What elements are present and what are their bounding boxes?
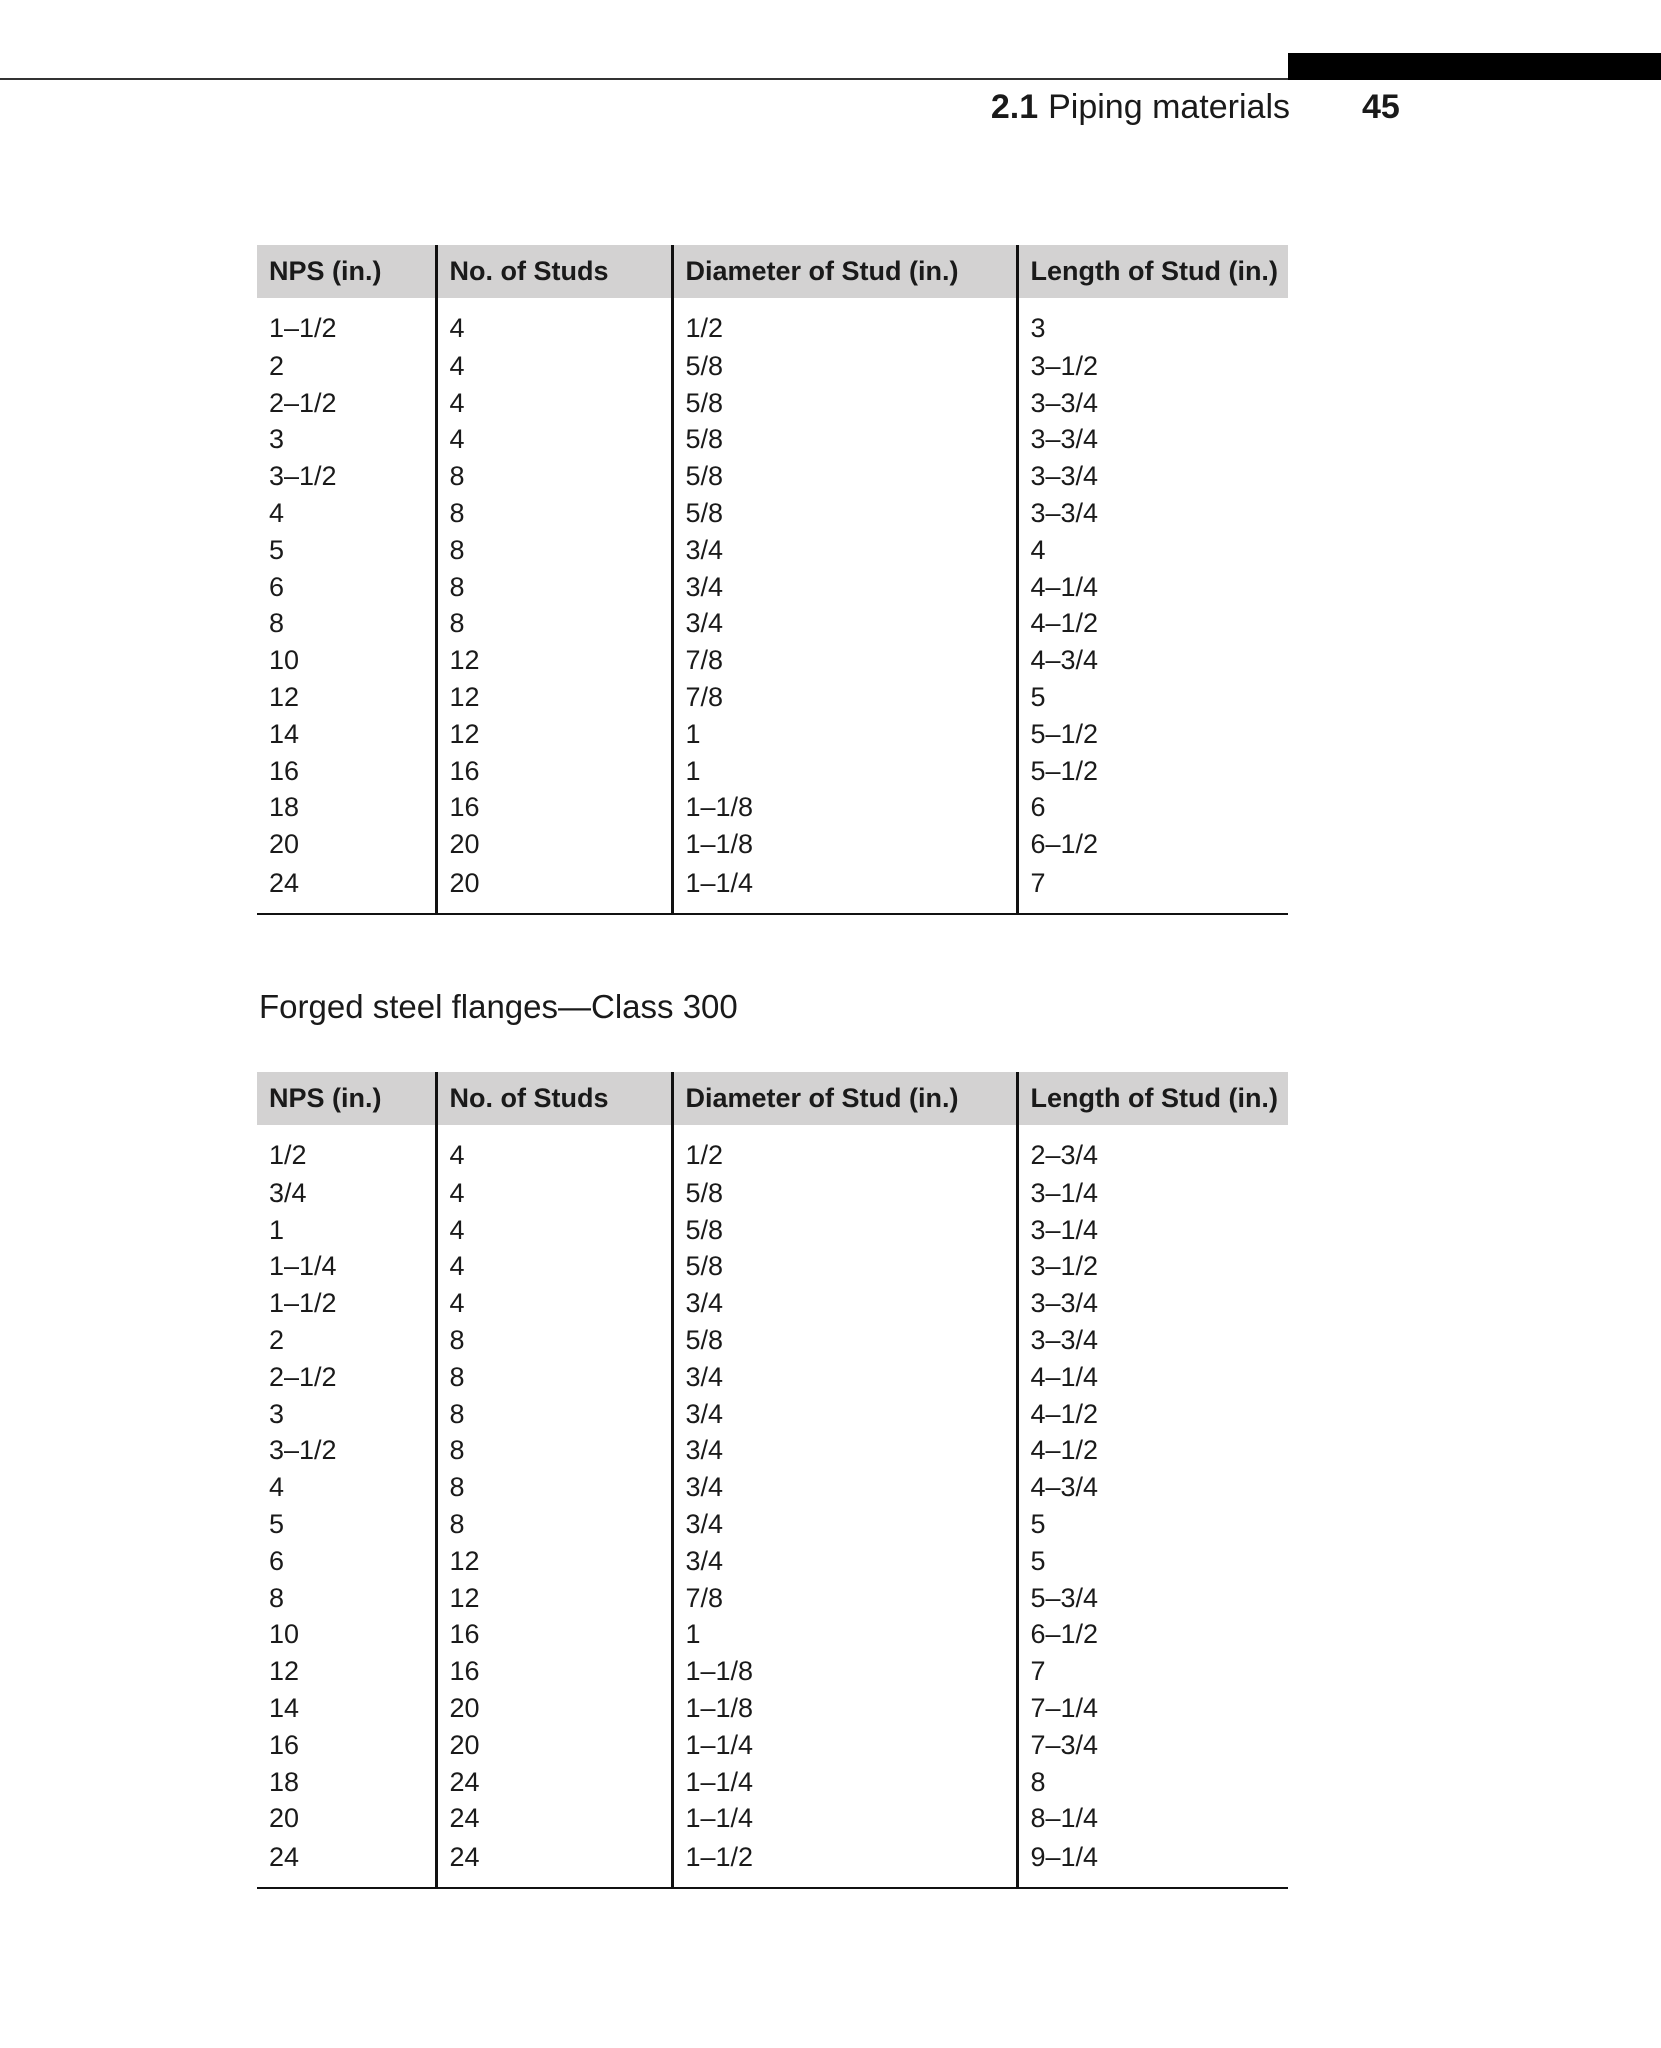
table-row	[257, 1125, 1288, 1175]
cell-diameter: 7/8	[672, 679, 1017, 716]
cell-nps: 2–1/2	[269, 1361, 337, 1392]
cell-diameter: 3/4	[672, 1359, 1017, 1396]
table-row	[257, 1727, 1288, 1764]
cell-diameter: 1–1/4	[672, 1764, 1017, 1801]
cell-nps: 2	[269, 1325, 285, 1356]
cell-diameter: 1/2	[672, 298, 1017, 348]
table-row	[257, 1580, 1288, 1617]
cell-diameter: 3/4	[672, 1433, 1017, 1470]
cell-studs: 8	[436, 1322, 672, 1359]
column-header-nps: NPS (in.)	[257, 245, 436, 298]
cell-diameter: 1–1/8	[672, 1653, 1017, 1690]
cell-diameter: 5/8	[672, 422, 1017, 459]
cell-studs: 4	[436, 1175, 672, 1212]
table-row	[257, 679, 1288, 716]
table-row	[257, 790, 1288, 827]
cell-studs: 4	[436, 1125, 672, 1175]
cell-nps: 18	[269, 792, 300, 823]
cell-studs: 20	[436, 1727, 672, 1764]
cell-length: 5	[1017, 1506, 1288, 1543]
table-row	[257, 1801, 1288, 1838]
cell-diameter: 1–1/8	[672, 826, 1017, 863]
cell-diameter: 3/4	[672, 569, 1017, 606]
cell-diameter: 5/8	[672, 495, 1017, 532]
cell-studs: 4	[436, 1212, 672, 1249]
cell-nps: 2	[269, 350, 285, 381]
cell-diameter: 5/8	[672, 1322, 1017, 1359]
cell-length: 4–1/2	[1017, 606, 1288, 643]
cell-nps: 5	[269, 534, 285, 565]
table-row	[257, 1617, 1288, 1654]
cell-length: 6	[1017, 790, 1288, 827]
cell-length: 7–1/4	[1017, 1690, 1288, 1727]
cell-length: 8–1/4	[1017, 1801, 1288, 1838]
table-row	[257, 348, 1288, 385]
table-row	[257, 385, 1288, 422]
cell-nps: 1–1/2	[269, 312, 337, 343]
cell-diameter: 1–1/4	[672, 863, 1017, 914]
cell-studs: 4	[436, 385, 672, 422]
cell-length: 3–3/4	[1017, 422, 1288, 459]
cell-diameter: 1–1/4	[672, 1801, 1017, 1838]
cell-studs: 8	[436, 1359, 672, 1396]
cell-nps: 4	[269, 498, 285, 529]
table-row	[257, 826, 1288, 863]
cell-studs: 20	[436, 863, 672, 914]
column-header-diameter: Diameter of Stud (in.)	[672, 245, 1017, 298]
cell-length: 2–3/4	[1017, 1125, 1288, 1175]
cell-studs: 4	[436, 298, 672, 348]
cell-nps: 3–1/2	[269, 461, 337, 492]
cell-diameter: 1–1/8	[672, 1690, 1017, 1727]
cell-studs: 4	[436, 1285, 672, 1322]
cell-length: 7	[1017, 1653, 1288, 1690]
stud-table-class-300	[257, 1072, 1288, 1889]
table-row	[257, 422, 1288, 459]
cell-nps: 20	[269, 1803, 300, 1834]
cell-nps: 1–1/2	[269, 1288, 337, 1319]
stud-table-1	[257, 245, 1288, 915]
cell-length: 3–1/4	[1017, 1212, 1288, 1249]
cell-nps: 14	[269, 718, 300, 749]
column-header-studs: No. of Studs	[436, 245, 672, 298]
cell-studs: 8	[436, 1506, 672, 1543]
section-title: Piping materials	[1048, 88, 1290, 126]
cell-length: 5–3/4	[1017, 1580, 1288, 1617]
cell-studs: 20	[436, 1690, 672, 1727]
table-row	[257, 532, 1288, 569]
cell-nps: 3/4	[269, 1177, 307, 1208]
cell-length: 3–3/4	[1017, 385, 1288, 422]
cell-length: 3–3/4	[1017, 458, 1288, 495]
cell-studs: 24	[436, 1801, 672, 1838]
table-row	[257, 298, 1288, 348]
page-number: 45	[1362, 88, 1400, 126]
cell-nps: 12	[269, 682, 300, 713]
table-row	[257, 1469, 1288, 1506]
cell-studs: 12	[436, 642, 672, 679]
column-header-diameter: Diameter of Stud (in.)	[672, 1072, 1017, 1125]
cell-studs: 4	[436, 348, 672, 385]
cell-nps: 24	[269, 867, 300, 898]
cell-length: 8	[1017, 1764, 1288, 1801]
cell-nps: 4	[269, 1472, 285, 1503]
cell-diameter: 7/8	[672, 642, 1017, 679]
cell-studs: 8	[436, 606, 672, 643]
table-row	[257, 1653, 1288, 1690]
cell-nps: 14	[269, 1693, 300, 1724]
cell-length: 3–3/4	[1017, 1322, 1288, 1359]
cell-length: 6–1/2	[1017, 1617, 1288, 1654]
table-row	[257, 1764, 1288, 1801]
cell-length: 4–1/4	[1017, 569, 1288, 606]
cell-length: 4–3/4	[1017, 1469, 1288, 1506]
cell-studs: 12	[436, 716, 672, 753]
cell-studs: 8	[436, 1396, 672, 1433]
cell-studs: 12	[436, 1580, 672, 1617]
table-row	[257, 1396, 1288, 1433]
cell-length: 4–3/4	[1017, 642, 1288, 679]
cell-studs: 16	[436, 1653, 672, 1690]
cell-diameter: 5/8	[672, 385, 1017, 422]
cell-length: 5–1/2	[1017, 716, 1288, 753]
cell-diameter: 3/4	[672, 1543, 1017, 1580]
cell-length: 5	[1017, 1543, 1288, 1580]
table-row	[257, 1322, 1288, 1359]
cell-diameter: 5/8	[672, 1249, 1017, 1286]
cell-nps: 8	[269, 1582, 285, 1613]
cell-diameter: 3/4	[672, 1469, 1017, 1506]
table-header-row	[257, 245, 1288, 298]
cell-studs: 16	[436, 1617, 672, 1654]
cell-nps: 10	[269, 1619, 300, 1650]
cell-nps: 2–1/2	[269, 387, 337, 418]
cell-nps: 6	[269, 1545, 285, 1576]
cell-studs: 4	[436, 1249, 672, 1286]
cell-diameter: 5/8	[672, 458, 1017, 495]
cell-length: 5	[1017, 679, 1288, 716]
cell-nps: 6	[269, 571, 285, 602]
cell-studs: 8	[436, 495, 672, 532]
cell-nps: 1–1/4	[269, 1251, 337, 1282]
cell-studs: 12	[436, 679, 672, 716]
column-header-studs: No. of Studs	[436, 1072, 672, 1125]
table-row	[257, 753, 1288, 790]
cell-nps: 10	[269, 645, 300, 676]
cell-diameter: 1	[672, 753, 1017, 790]
table-row	[257, 1249, 1288, 1286]
cell-nps: 16	[269, 755, 300, 786]
cell-length: 3–3/4	[1017, 495, 1288, 532]
cell-studs: 8	[436, 1469, 672, 1506]
cell-diameter: 1/2	[672, 1125, 1017, 1175]
cell-studs: 16	[436, 790, 672, 827]
cell-nps: 3	[269, 424, 285, 455]
table-row	[257, 1175, 1288, 1212]
table-row	[257, 863, 1288, 914]
table-row	[257, 1506, 1288, 1543]
cell-studs: 20	[436, 826, 672, 863]
cell-length: 5–1/2	[1017, 753, 1288, 790]
table-caption: Forged steel flanges—Class 300	[259, 988, 738, 1025]
section-number: 2.1	[990, 88, 1039, 126]
cell-length: 3–1/4	[1017, 1175, 1288, 1212]
cell-diameter: 1–1/4	[672, 1727, 1017, 1764]
running-head	[990, 88, 1290, 127]
table-row	[257, 1837, 1288, 1888]
cell-diameter: 1	[672, 1617, 1017, 1654]
table-row	[257, 1212, 1288, 1249]
cell-diameter: 5/8	[672, 1175, 1017, 1212]
table-row	[257, 1543, 1288, 1580]
table-row	[257, 1359, 1288, 1396]
cell-diameter: 5/8	[672, 1212, 1017, 1249]
cell-nps: 12	[269, 1656, 300, 1687]
cell-studs: 8	[436, 458, 672, 495]
table-row	[257, 495, 1288, 532]
cell-length: 4	[1017, 532, 1288, 569]
cell-nps: 20	[269, 829, 300, 860]
cell-diameter: 5/8	[672, 348, 1017, 385]
cell-diameter: 3/4	[672, 1285, 1017, 1322]
cell-diameter: 3/4	[672, 1396, 1017, 1433]
cell-studs: 24	[436, 1764, 672, 1801]
cell-nps: 5	[269, 1509, 285, 1540]
cell-nps: 3	[269, 1398, 285, 1429]
cell-length: 4–1/4	[1017, 1359, 1288, 1396]
table-row	[257, 1690, 1288, 1727]
cell-nps: 16	[269, 1729, 300, 1760]
cell-length: 3–1/2	[1017, 348, 1288, 385]
cell-length: 7	[1017, 863, 1288, 914]
table-row	[257, 569, 1288, 606]
cell-nps: 18	[269, 1766, 300, 1797]
cell-length: 3–1/2	[1017, 1249, 1288, 1286]
column-header-length: Length of Stud (in.)	[1017, 245, 1288, 298]
cell-diameter: 1–1/8	[672, 790, 1017, 827]
cell-length: 7–3/4	[1017, 1727, 1288, 1764]
header-thumb-bar	[1288, 53, 1661, 80]
cell-diameter: 3/4	[672, 1506, 1017, 1543]
cell-nps: 24	[269, 1841, 300, 1872]
table-row	[257, 606, 1288, 643]
cell-studs: 8	[436, 569, 672, 606]
cell-diameter: 1–1/2	[672, 1837, 1017, 1888]
cell-diameter: 1	[672, 716, 1017, 753]
cell-nps: 1/2	[269, 1139, 307, 1170]
table-header-row	[257, 1072, 1288, 1125]
cell-length: 3–3/4	[1017, 1285, 1288, 1322]
cell-studs: 16	[436, 753, 672, 790]
cell-studs: 4	[436, 422, 672, 459]
cell-length: 9–1/4	[1017, 1837, 1288, 1888]
cell-studs: 24	[436, 1837, 672, 1888]
cell-diameter: 3/4	[672, 606, 1017, 643]
cell-length: 4–1/2	[1017, 1396, 1288, 1433]
table-row	[257, 1433, 1288, 1470]
table-row	[257, 1285, 1288, 1322]
cell-nps: 3–1/2	[269, 1435, 337, 1466]
cell-diameter: 7/8	[672, 1580, 1017, 1617]
column-header-length: Length of Stud (in.)	[1017, 1072, 1288, 1125]
cell-nps: 8	[269, 608, 285, 639]
cell-nps: 1	[269, 1214, 285, 1245]
cell-studs: 8	[436, 532, 672, 569]
table-row	[257, 642, 1288, 679]
cell-studs: 8	[436, 1433, 672, 1470]
cell-diameter: 3/4	[672, 532, 1017, 569]
table-row	[257, 716, 1288, 753]
table-row	[257, 458, 1288, 495]
cell-studs: 12	[436, 1543, 672, 1580]
cell-length: 6–1/2	[1017, 826, 1288, 863]
cell-length: 4–1/2	[1017, 1433, 1288, 1470]
column-header-nps: NPS (in.)	[257, 1072, 436, 1125]
cell-length: 3	[1017, 298, 1288, 348]
